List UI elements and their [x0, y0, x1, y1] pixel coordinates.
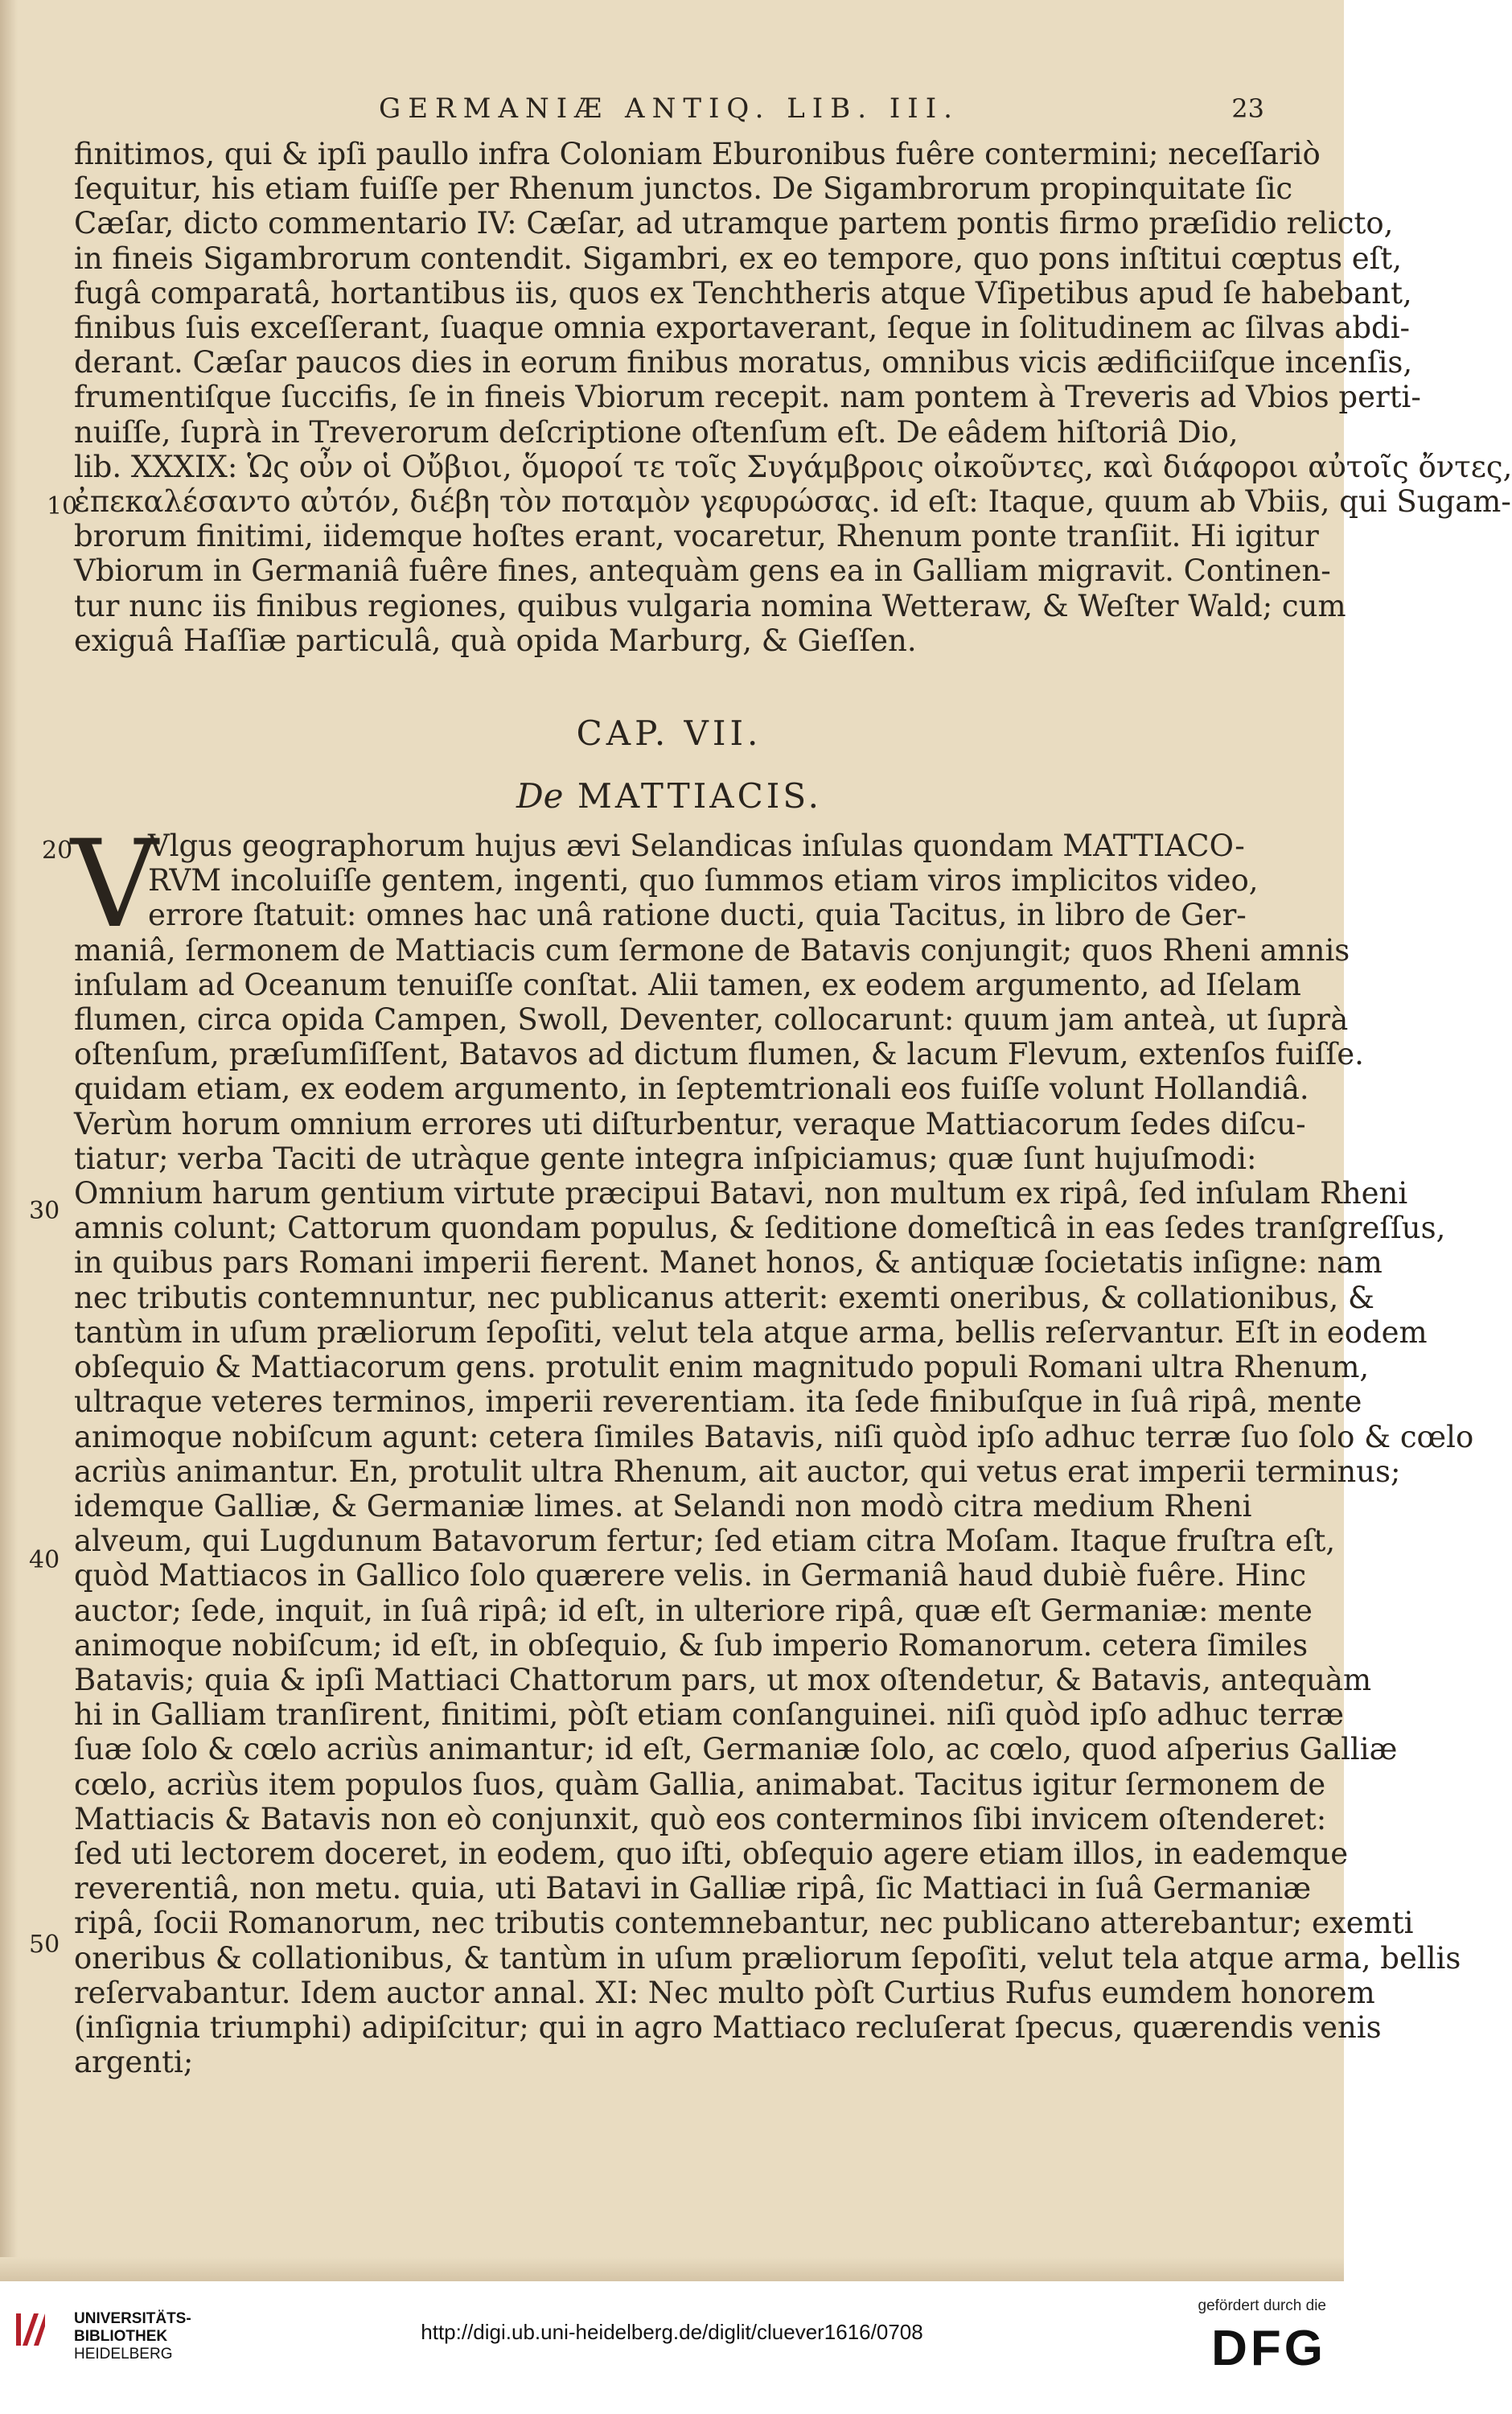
text-line: idemque Galliæ, & Germaniæ limes. at Selandi non modò citra medium Rheni	[74, 1488, 1252, 1524]
text-line: RVM incoluiſſe gentem, ingenti, quo ſummos etiam viros implicitos video,	[148, 863, 1259, 899]
text-line: ſuæ ſolo & cœlo acriùs animantur; id eſt, Germaniæ ſolo, ac cœlo, quod aſperius Galliæ	[74, 1732, 1398, 1767]
text-line: ἐπεκαλέσαντο αὐτόν, διέβη τὸν ποταμὸν γεφυρώσας. id eſt: Itaque, quum ab Vbiis, qui Sugam-	[74, 484, 1511, 520]
text-line: lib. XXXIX: Ὡς οὖν οἱ Οὔβιοι, ὅμοροί τε τοῖς Συγάμβροις οἰκοῦντες, καὶ διάφοροι αὐτοῖς ὄντες,	[74, 449, 1512, 484]
running-head	[74, 80, 1264, 137]
text-line: acriùs animantur. En, protulit ultra Rhenum, ait auctor, qui vetus erat imperii terminus;	[74, 1454, 1401, 1489]
chapter-subtitle	[74, 764, 1264, 829]
text-line: nuiſſe, ſuprà in Treverorum deſcriptione oſtenſum eſt. De eâdem hiſtoriâ Dio,	[74, 414, 1239, 450]
text-line: hi in Galliam tranſirent, finitimi, pòſt etiam conſanguinei. niſi quòd ipſo adhuc terræ	[74, 1697, 1345, 1733]
text-line: in quibus pars Romani imperii fierent. Manet honos, & antiquæ ſocietatis inſigne: nam	[74, 1245, 1383, 1281]
text-line: obſequio & Mattiacorum gens. protulit enim magnitudo populi Romani ultra Rhenum,	[74, 1350, 1370, 1385]
text-line: cœlo, acriùs item populos ſuos, quàm Gallia, animabat. Tacitus igitur ſermonem de	[74, 1766, 1326, 1802]
text-line: animoque nobiſcum agunt: cetera ſimiles Batavis, niſi quòd ipſo adhuc terræ ſuo ſolo & cœlo	[74, 1419, 1474, 1454]
text-line: animoque nobiſcum; id eſt, in obſequio, & ſub imperio Romanorum. cetera ſimiles	[74, 1627, 1309, 1663]
funded-by-label: gefördert durch die	[1198, 2297, 1326, 2314]
text-line: finitimos, qui & ipſi paullo infra Coloniam Eburonibus fuêre contermini; neceſſariò	[74, 137, 1321, 171]
text-line: tur nunc iis finibus regiones, quibus vulgaria nomina Wetteraw, & Weſter Wald; cum	[74, 588, 1346, 623]
text-line: Cæſar, dicto commentario IV: Cæſar, ad utramque partem pontis firmo præſidio relicto,	[74, 206, 1394, 241]
text-line: errore ſtatuit: omnes hac unâ ratione ducti, quia Tacitus, in libro de Ger-	[148, 898, 1247, 933]
text-line: nec tributis contemnuntur, nec publicanus atterit: exemti oneribus, & collationibus, &	[74, 1280, 1374, 1315]
text-line: maniâ, ſermonem de Mattiacis cum ſermone de Batavis conjungit; quos Rheni amnis	[74, 932, 1350, 968]
running-head-title: GERMANIÆ ANTIQ. LIB. III.	[379, 93, 959, 125]
text-line: Omnium harum gentium virtute præcipui Batavi, non multum ex ripâ, ſed inſulam Rheni	[74, 1176, 1408, 1211]
text-block	[71, 80, 1512, 2080]
margin-number-20: 20	[42, 837, 73, 865]
text-line: ſequitur, his etiam fuiſſe per Rhenum junctos. De Sigambrorum propinquitate ſic	[74, 171, 1293, 207]
text-line: exiguâ Haſſiæ particulâ, quà opida Marburg, & Gieſſen.	[74, 623, 917, 658]
paragraph-2	[71, 815, 1474, 2080]
text-line: quòd Mattiacos in Gallico ſolo quærere velis. in Germaniâ haud dubiè fuêre. Hinc	[74, 1558, 1307, 1594]
page-edge-bottom	[0, 2257, 1344, 2281]
text-line: flumen, circa opida Campen, Swoll, Deventer, collocarunt: quum jam anteà, ut ſuprà	[74, 1002, 1349, 1038]
text-line: Verùm horum omnium errores uti diſturbentur, veraque Mattiacorum ſedes diſcu-	[74, 1106, 1306, 1141]
text-line: brorum finitimi, iidemque hoſtes erant, vocaretur, Rhenum ponte tranſiit. Hi igitur	[74, 519, 1319, 554]
text-line: Mattiacis & Batavis non eò conjunxit, quò eos conterminos ſibi invicem oſtenderet:	[74, 1801, 1327, 1836]
chapter-heading: CAP. VII.	[576, 714, 762, 754]
text-line: Batavis; quia & ipſi Mattiaci Chattorum pars, ut mox oſtendetur, & Batavis, antequàm	[74, 1662, 1372, 1697]
footer-bar	[0, 2281, 1344, 2414]
text-line: derant. Cæſar paucos dies in eorum finibus moratus, omnibus vicis ædificiiſque incenſis,	[74, 345, 1413, 380]
chapter-subtitle-de: De	[516, 776, 564, 816]
text-line: inſulam ad Oceanum tenuiſſe conſtat. Alii tamen, ex eodem argumento, ad Iſelam	[74, 967, 1301, 1002]
dfg-logo: DFG	[1211, 2321, 1326, 2376]
text-line: ultraque veteres terminos, imperii reverentiam. ita ſede finibuſque in ſuâ ripâ, mente	[74, 1384, 1362, 1420]
margin-number-10: 10	[47, 492, 78, 520]
text-line: tiatur; verba Taciti de utràque gente integra inſpiciamus; quæ ſunt hujuſmodi:	[74, 1141, 1257, 1176]
margin-number-40: 40	[29, 1546, 60, 1574]
text-line: reverentiâ, non metu. quia, uti Batavi in Galliæ ripâ, ſic Mattiaci in ſuâ Germaniæ	[74, 1871, 1312, 1906]
text-line: amnis colunt; Cattorum quondam populus, & ſeditione domeſticâ in eas ſedes tranſgreſſus,	[74, 1211, 1446, 1246]
text-line: ripâ, ſocii Romanorum, nec tributis contemnebantur, nec publicano atterebantur; exemti	[74, 1906, 1414, 1941]
text-line: auctor; ſede, inquit, in ſuâ ripâ; id eſt, in ulteriore ripâ, quæ eſt Germaniæ: mente	[74, 1593, 1313, 1628]
margin-number-30: 30	[29, 1197, 60, 1225]
chapter-subtitle-text: MATTIACIS.	[577, 776, 822, 816]
text-line: quidam etiam, ex eodem argumento, in ſeptemtrionali eos fuiſſe volunt Hollandiâ.	[74, 1071, 1309, 1107]
text-line: in fineis Sigambrorum contendit. Sigambri, ex eo tempore, quo pons inſtitui cœptus eſt,	[74, 241, 1402, 276]
library-name-line-1: UNIVERSITÄTS-	[74, 2310, 191, 2327]
library-name-line-3: HEIDELBERG	[74, 2346, 173, 2363]
source-url-link[interactable]: http://digi.ub.uni-heidelberg.de/diglit/cluever1616/0708	[421, 2320, 923, 2344]
text-line: argenti;	[74, 2045, 194, 2080]
text-line: Vlgus geographorum hujus ævi Selandicas inſulas quondam MATTIACO-	[148, 829, 1245, 864]
margin-number-50: 50	[29, 1931, 60, 1959]
text-line: oneribus & collationibus, & tantùm in uſum præliorum ſepoſiti, velut tela atque arma, bellis	[74, 1940, 1461, 1976]
page-number: 23	[1231, 93, 1264, 124]
text-line: ſed uti lectorem doceret, in eodem, quo iſti, obſequio agere etiam illos, in eademque	[74, 1836, 1349, 1871]
text-line: reſervabantur. Idem auctor annal. XI: Nec multo pòſt Curtius Rufus eumdem honorem	[74, 1975, 1375, 2010]
text-line: alveum, qui Lugdunum Batavorum fertur; ſed etiam citra Moſam. Itaque fruſtra eſt,	[74, 1524, 1336, 1559]
text-line: fugâ comparatâ, hortantibus iis, quos ex Tenchtheris atque Vſipetibus apud ſe habebant,	[74, 275, 1412, 310]
page-edge-left	[0, 0, 18, 2281]
text-line: oſtenſum, præſumſiſſent, Batavos ad dictum flumen, & lacum Flevum, extenſos fuiſſe.	[74, 1037, 1364, 1072]
text-line: tantùm in uſum præliorum ſepoſiti, velut tela atque arma, bellis reſervantur. Eſt in eodem	[74, 1314, 1428, 1350]
library-name-line-2: BIBLIOTHEK	[74, 2328, 168, 2345]
text-line: (inſignia triumphi) adipiſcitur; qui in agro Mattiaco recluſerat ſpecus, quærendis venis	[74, 2009, 1382, 2045]
text-line: Vbiorum in Germaniâ fuêre fines, antequàm gens ea in Galliam migravit. Continen-	[74, 553, 1331, 589]
paragraph-1	[74, 137, 1512, 658]
drop-cap: V	[71, 815, 158, 956]
text-line: finibus ſuis exceſſerant, ſuaque omnia exportaverant, ſeque in ſolitudinem ac ſilvas abdi-	[74, 310, 1411, 346]
text-line: frumentiſque ſuccifis, ſe in fineis Vbiorum recepit. nam pontem à Treveris ad Vbios perti-	[74, 380, 1421, 415]
